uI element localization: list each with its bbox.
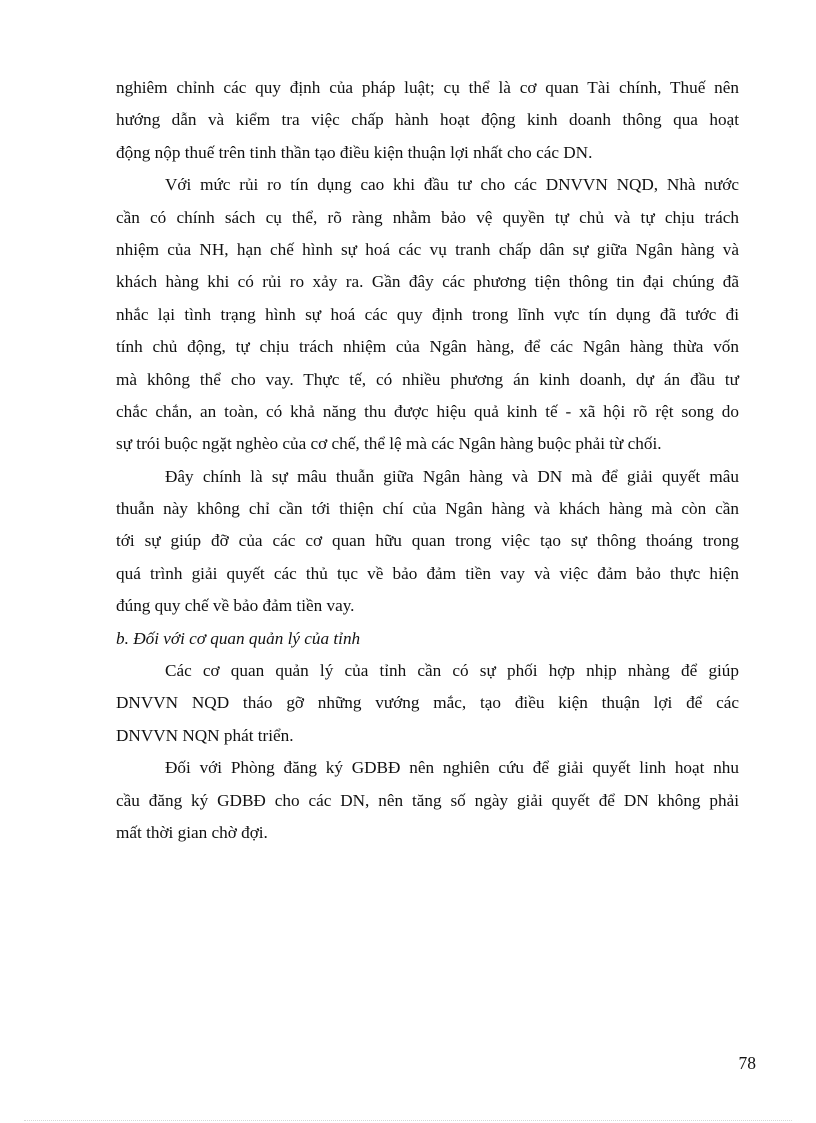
- text-line: cần có chính sách cụ thể, rõ ràng nhằm bảo vệ quyền tự chủ và tự chịu trách: [116, 207, 739, 227]
- text-line: đúng quy chế về bảo đảm tiền vay.: [116, 596, 355, 616]
- text-line: Các cơ quan quản lý của tỉnh cần có sự phối hợp nhịp nhàng để giúp: [165, 661, 739, 681]
- paragraph-2: [116, 169, 739, 461]
- text-line: hướng dẫn và kiểm tra việc chấp hành hoạt động kinh doanh thông qua hoạt: [116, 110, 739, 130]
- text-line: DNVVN NQN phát triển.: [116, 725, 294, 745]
- text-line: mà không thể cho vay. Thực tế, có nhiều phương án kinh doanh, dự án đầu tư: [116, 369, 739, 389]
- text-line: Với mức rủi ro tín dụng cao khi đầu tư cho các DNVVN NQD, Nhà nước: [165, 175, 739, 195]
- text-line: nhắc lại tình trạng hình sự hoá các quy định trong lĩnh vực tín dụng đã tước đi: [116, 304, 739, 324]
- text-line: động nộp thuế trên tinh thần tạo điều kiện thuận lợi nhất cho các DN.: [116, 142, 593, 162]
- text-line: quá trình giải quyết các thủ tục về bảo đảm tiền vay và việc đảm bảo thực hiện: [116, 563, 739, 583]
- text-line: chắc chắn, an toàn, có khả năng thu được hiệu quả kinh tế - xã hội rõ rệt song do: [116, 401, 739, 421]
- text-line: tới sự giúp đỡ của các cơ quan hữu quan trong việc tạo sự thông thoáng trong: [116, 531, 739, 551]
- section-heading-text: b. Đối với cơ quan quản lý của tỉnh: [116, 628, 361, 648]
- paragraph-1: [116, 72, 739, 169]
- text-line: tính chủ động, tự chịu trách nhiệm của Ngân hàng, để các Ngân hàng thừa vốn: [116, 337, 739, 357]
- paragraph-3: [116, 461, 739, 623]
- text-line: DNVVN NQD tháo gỡ những vướng mắc, tạo điều kiện thuận lợi để các: [116, 693, 739, 713]
- text-line: cầu đăng ký GDBĐ cho các DN, nên tăng số ngày giải quyết để DN không phải: [116, 790, 739, 810]
- text-line: mất thời gian chờ đợi.: [116, 822, 268, 842]
- text-line: Đây chính là sự mâu thuẫn giữa Ngân hàng và DN mà để giải quyết mâu: [165, 466, 739, 486]
- text-line: khách hàng khi có rủi ro xảy ra. Gần đây các phương tiện thông tin đại chúng đã: [116, 272, 739, 292]
- paragraph-5: [116, 752, 739, 849]
- text-line: sự trói buộc ngặt nghèo của cơ chế, thể lệ mà các Ngân hàng buộc phải từ chối.: [116, 434, 662, 454]
- text-line: Đối với Phòng đăng ký GDBĐ nên nghiên cứu để giải quyết linh hoạt nhu: [165, 758, 739, 778]
- text-line: nghiêm chỉnh các quy định của pháp luật; cụ thể là cơ quan Tài chính, Thuế nên: [116, 78, 739, 97]
- page-number: 78: [738, 1053, 756, 1073]
- section-heading: [116, 623, 739, 655]
- text-line: thuẫn này không chỉ cần tới thiện chí của Ngân hàng và khách hàng mà còn cần: [116, 499, 739, 519]
- document-page: [116, 72, 739, 849]
- footer-dotted-rule: [24, 1120, 792, 1121]
- paragraph-4: [116, 655, 739, 752]
- text-line: nhiệm của NH, hạn chế hình sự hoá các vụ tranh chấp dân sự giữa Ngân hàng và: [116, 239, 739, 259]
